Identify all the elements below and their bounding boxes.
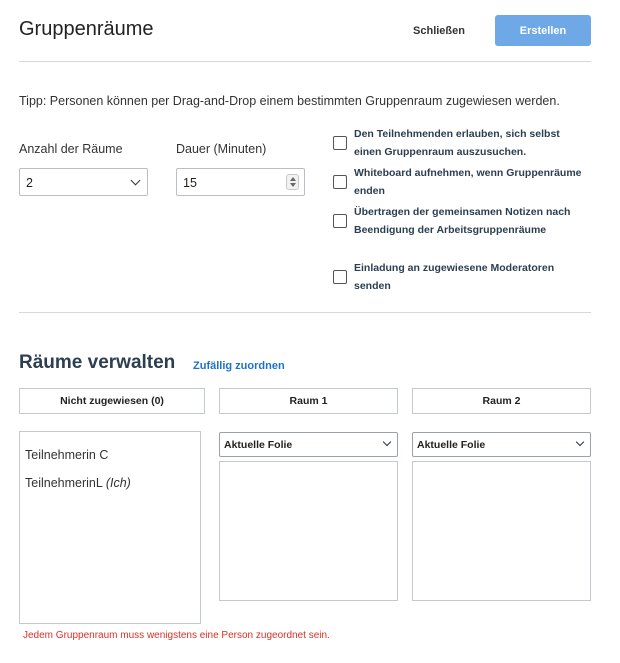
create-button[interactable]: Erstellen — [495, 15, 591, 46]
option-label: Den Teilnehmenden erlauben, sich selbst einen Gruppenraum auszusuchen. — [354, 128, 560, 158]
option-label: Whiteboard aufnehmen, wenn Gruppenräume enden — [354, 167, 582, 197]
room1-slide-select[interactable] — [219, 432, 398, 457]
list-item[interactable] — [20, 446, 200, 474]
checkbox[interactable] — [333, 175, 347, 189]
tip-text: Tipp: Personen können per Drag-and-Drop einem bestimmten Gruppenraum zugewiesen werden. — [19, 94, 560, 108]
room-count-select[interactable] — [19, 168, 148, 196]
person-name: TeilnehmerinL — [25, 476, 103, 490]
dialog-title: Gruppenräume — [19, 18, 154, 40]
list-item[interactable] — [20, 474, 200, 502]
chevron-down-icon — [131, 176, 141, 186]
room2-header: Raum 2 — [412, 388, 591, 414]
checkbox[interactable] — [333, 136, 347, 150]
room2-drop-zone[interactable] — [412, 461, 591, 601]
room-count-label: Anzahl der Räume — [19, 142, 123, 156]
duration-input[interactable] — [176, 168, 305, 196]
unassigned-header: Nicht zugewiesen (0) — [19, 388, 205, 414]
room2-slide-select[interactable] — [412, 432, 591, 457]
self-marker: (Ich) — [105, 476, 131, 490]
room-count-value: 2 — [26, 176, 33, 190]
spinner-up-icon[interactable] — [290, 177, 296, 181]
room1-header: Raum 1 — [219, 388, 398, 414]
option-label: Einladung an zugewiesene Moderatoren senden — [354, 262, 555, 292]
person-name: Teilnehmerin C — [25, 448, 109, 462]
random-assign-link[interactable]: Zufällig zuordnen — [193, 360, 285, 372]
divider — [19, 312, 591, 313]
error-message: Jedem Gruppenraum muss wenigstens eine Person zugeordnet sein. — [23, 630, 330, 641]
chevron-down-icon — [576, 438, 584, 446]
slide-select-value: Aktuelle Folie — [224, 439, 293, 451]
option-invite-moderators[interactable] — [333, 259, 583, 295]
duration-label: Dauer (Minuten) — [176, 142, 267, 156]
slide-select-value: Aktuelle Folie — [417, 439, 486, 451]
divider — [19, 61, 591, 62]
room1-drop-zone[interactable] — [219, 461, 398, 601]
option-record-whiteboard[interactable] — [333, 164, 583, 200]
checkbox[interactable] — [333, 214, 347, 228]
chevron-down-icon — [383, 438, 391, 446]
option-transfer-notes[interactable] — [333, 203, 583, 239]
spinner-down-icon[interactable] — [290, 183, 296, 187]
manage-rooms-title: Räume verwalten — [19, 352, 176, 373]
option-allow-self-select[interactable] — [333, 125, 583, 161]
close-button[interactable]: Schließen — [400, 16, 478, 46]
duration-value: 15 — [183, 176, 197, 190]
option-label: Übertragen der gemeinsamen Notizen nach Beendigung der Arbeitsgruppenräume — [354, 206, 571, 236]
number-spinner[interactable] — [286, 174, 299, 190]
unassigned-list[interactable] — [19, 431, 201, 624]
checkbox[interactable] — [333, 270, 347, 284]
